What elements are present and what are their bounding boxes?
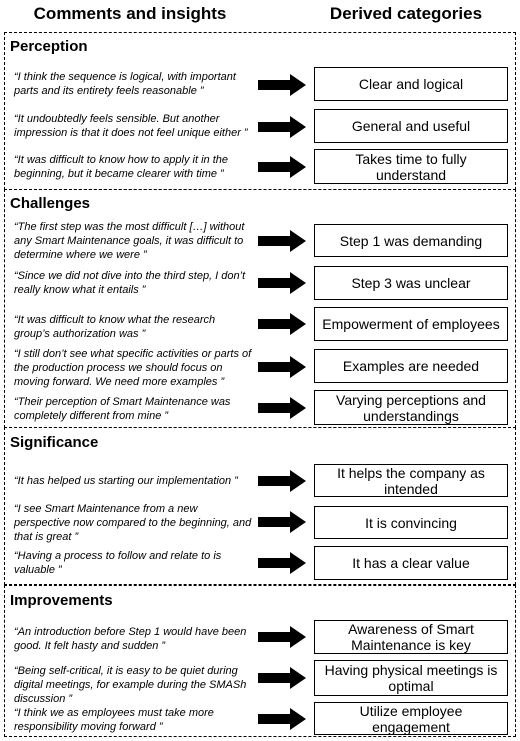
header-comments: Comments and insights	[33, 4, 227, 23]
arrow-icon	[258, 116, 306, 138]
category-box: Step 3 was unclear	[314, 266, 508, 300]
quote: “I see Smart Maintenance from a new perspective now compared to the beginning, and that is great ”	[14, 503, 252, 543]
quote: “Having a process to follow and relate to is valuable ”	[14, 550, 222, 576]
category-box: Takes time to fully understand	[314, 149, 508, 184]
arrow-icon	[258, 470, 306, 492]
category-box: Utilize employee engagement	[314, 702, 508, 735]
quote: “It undoubtedly feels sensible. But another impression is that it does not feel unique either ”	[14, 113, 248, 139]
category-box: General and useful	[314, 109, 508, 143]
arrow-icon	[258, 356, 306, 378]
header-categories: Derived categories	[329, 4, 483, 23]
category-box: Empowerment of employees	[314, 307, 508, 341]
category-box: Awareness of Smart Maintenance is key	[314, 620, 508, 654]
quote: “Their perception of Smart Maintenance was completely different from mine ”	[14, 396, 231, 422]
category-box: It is convincing	[314, 506, 508, 539]
section-title: Challenges	[10, 195, 91, 212]
category-box: Step 1 was demanding	[314, 224, 508, 257]
quote: “It was difficult to know how to apply it in the beginning, but it became clearer with time ”	[14, 154, 228, 180]
arrow-icon	[258, 313, 306, 335]
arrow-icon	[258, 511, 306, 533]
quote: “An introduction before Step 1 would have been good. It felt hasty and sudden ”	[14, 626, 247, 652]
arrow-icon	[258, 626, 306, 648]
category-box: Examples are needed	[314, 349, 508, 383]
quote: “I think we as employees must take more responsibility moving forward ”	[14, 707, 214, 733]
section-title: Significance	[10, 434, 99, 451]
arrow-icon	[258, 708, 306, 730]
arrow-icon	[258, 667, 306, 689]
quote: “Being self-critical, it is easy to be quiet during digital meetings, for example during the SMASh discussion ”	[14, 665, 247, 705]
arrow-icon	[258, 230, 306, 252]
quote: “It has helped us starting our implementation ”	[14, 475, 238, 487]
category-box: It helps the company as intended	[314, 464, 508, 497]
quote: “I think the sequence is logical, with important parts and its entirety feels reasonable ”	[14, 71, 236, 97]
quote: “Since we did not dive into the third step, I don’t really know what it entails ”	[14, 270, 246, 296]
category-box: It has a clear value	[314, 546, 508, 580]
arrow-icon	[258, 552, 306, 574]
quote: “The first step was the most difficult […] without any Smart Maintenance goals, it was difficult to determine where we were ”	[14, 221, 245, 261]
section-title: Perception	[10, 38, 88, 55]
category-box: Varying perceptions and understandings	[314, 390, 508, 425]
quote: “I still don’t see what specific activities or parts of the production process we should focus on moving forward. We need more examples ”	[14, 348, 252, 388]
arrow-icon	[258, 272, 306, 294]
quote: “It was difficult to know what the research group’s authorization was ”	[14, 314, 216, 340]
category-box: Having physical meetings is optimal	[314, 660, 508, 696]
arrow-icon	[258, 397, 306, 419]
arrow-icon	[258, 156, 306, 178]
section-title: Improvements	[10, 592, 113, 609]
category-box: Clear and logical	[314, 67, 508, 101]
arrow-icon	[258, 74, 306, 96]
